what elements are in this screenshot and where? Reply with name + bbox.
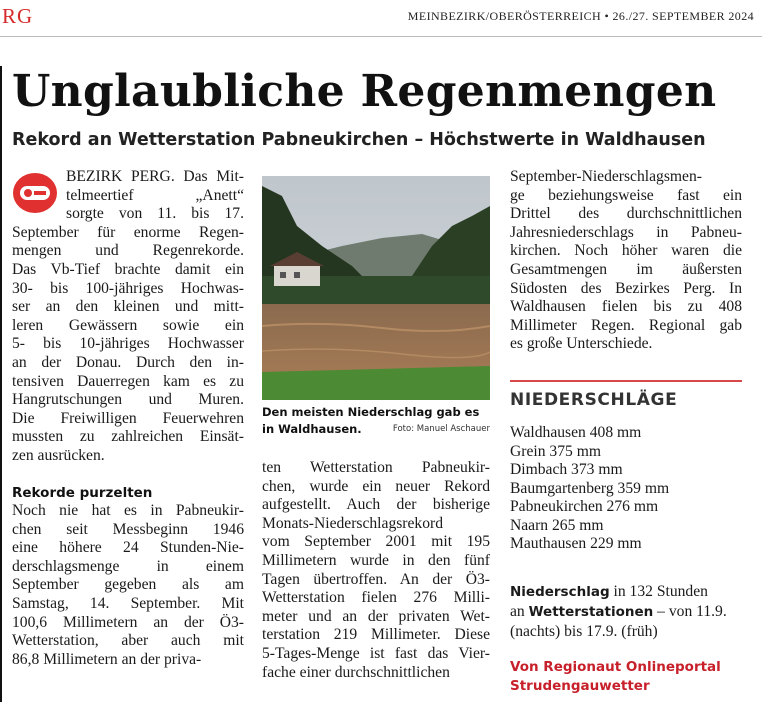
rain-item: Dimbach 373 mm bbox=[510, 461, 623, 478]
rain-item: Grein 375 mm bbox=[510, 442, 601, 460]
rain-note-text-1: in 132 Stunden bbox=[609, 583, 708, 600]
rain-item: Naarn 265 mm bbox=[510, 516, 604, 534]
section-label: RG bbox=[2, 4, 34, 28]
rain-item: Pabneukirchen 276 mm bbox=[510, 498, 659, 515]
rain-box-title: NIEDERSCHLÄGE bbox=[510, 390, 678, 410]
text-line: telmeertief „Anett“ bbox=[66, 186, 244, 204]
text-line: Wetterstation, aber auch mit bbox=[12, 632, 244, 650]
text-line: September für enorme Regen- bbox=[12, 223, 244, 241]
text-line: eine höhere 24 Stunden-Nie- bbox=[12, 539, 244, 557]
text-line: Jahresniederschlags in Pabneu- bbox=[510, 223, 742, 241]
rain-note bbox=[510, 582, 742, 641]
flood-photo-image bbox=[262, 176, 490, 400]
text-line: kirchen. Noch höher waren die bbox=[510, 242, 742, 260]
article-left-rule bbox=[0, 66, 2, 702]
rain-item: Baumgartenberg 359 mm bbox=[510, 479, 670, 497]
text-line: Waldhausen fielen bis zu 408 bbox=[510, 298, 742, 316]
text-line: 30- bis 100-jähriges Hochwas- bbox=[12, 279, 244, 297]
text-line: Monats-Niederschlagsrekord bbox=[262, 514, 444, 532]
article-column-2 bbox=[262, 459, 490, 682]
rain-note-text-3: – von 11.9. bbox=[653, 603, 727, 620]
text-line: September-Niederschlagsmen- bbox=[510, 168, 702, 185]
text-line: 86,8 Millimetern an der priva- bbox=[12, 650, 202, 668]
section-title: Rekorde purzelten bbox=[12, 484, 153, 501]
rain-note-text-2: an bbox=[510, 603, 529, 620]
text-line: sorgte von 11. bis 17. bbox=[66, 205, 244, 223]
text-line: leren Gewässern sowie ein bbox=[12, 316, 244, 334]
text-line: Millimetern wurde in den fünf bbox=[262, 551, 490, 569]
subheadline: Rekord an Wetterstation Pabneukirchen – Höchstwerte in Waldhausen bbox=[12, 130, 706, 150]
text-line: 5-Tages-Menge ist fast das Vier- bbox=[262, 644, 490, 662]
text-line: tensiven Dauerregen kam es zu bbox=[12, 372, 244, 390]
text-line: ten Wetterstation Pabneukir- bbox=[262, 459, 490, 476]
headline: Unglaubliche Regenmengen bbox=[12, 66, 717, 117]
photo-caption-text: Den meisten Niederschlag gab es in Waldhausen. bbox=[262, 405, 480, 436]
rain-note-text-4: (nachts) bis 17.9. (früh) bbox=[510, 623, 658, 640]
meinbezirk-logo-icon bbox=[12, 172, 58, 214]
rain-box-divider bbox=[510, 380, 742, 382]
text-line: fache einer durchschnittlichen bbox=[262, 663, 450, 681]
text-line: Noch nie hat es in Pabneukir- bbox=[12, 502, 244, 520]
text-line: 100,6 Millimetern an der Ö3- bbox=[12, 613, 244, 631]
text-line: ser an den kleinen und mitt- bbox=[12, 298, 244, 316]
text-line: Die Freiwilligen Feuerwehren bbox=[12, 409, 244, 427]
text-line: es große Unterschiede. bbox=[510, 335, 653, 353]
rain-source-line-1: Von Regionaut Onlineportal bbox=[510, 659, 721, 675]
text-line: derschlagsmenge in einem bbox=[12, 557, 244, 575]
text-line: September gegeben als am bbox=[12, 576, 244, 594]
text-line: aufgestellt. Auch der bisherige bbox=[262, 496, 490, 514]
text-line: Gesamtmengen im äußersten bbox=[510, 260, 742, 278]
text-line: Wetterstation fielen 276 Milli- bbox=[262, 589, 490, 607]
rain-note-bold-2: Wetterstationen bbox=[528, 604, 654, 620]
text-line: vom September 2001 mit 195 bbox=[262, 533, 490, 551]
text-line: mengen und Regenrekorde. bbox=[12, 242, 244, 260]
text-line: Hangrutschungen und Muren. bbox=[12, 391, 244, 409]
text-line: BEZIRK PERG. Das Mit- bbox=[66, 168, 244, 185]
text-line: terstation 219 Millimeter. Diese bbox=[262, 626, 490, 644]
text-line: meter und an der privaten Wet- bbox=[262, 607, 490, 625]
header-divider bbox=[0, 36, 762, 37]
flood-photo bbox=[262, 176, 490, 400]
text-line: Millimeter Regen. Regional gab bbox=[510, 316, 742, 334]
text-line: 5- bis 10-jähriges Hochwasser bbox=[12, 335, 244, 353]
text-line: Drittel des durchschnittlichen bbox=[510, 205, 742, 223]
text-line: zen ausrücken. bbox=[12, 446, 105, 464]
rain-note-bold-1: Niederschlag bbox=[510, 584, 610, 600]
text-line: chen, wurde ein neuer Rekord bbox=[262, 477, 490, 495]
edition-meta: MEINBEZIRK/OBERÖSTERREICH • 26./27. SEPTEMBER 2024 bbox=[407, 9, 754, 23]
text-line: an der Donau. Durch den in- bbox=[12, 353, 244, 371]
article-column-1 bbox=[12, 168, 244, 669]
photo-caption bbox=[262, 404, 490, 438]
text-line: Samstag, 14. September. Mit bbox=[12, 595, 244, 613]
article-column-3 bbox=[510, 168, 742, 354]
rain-list bbox=[510, 424, 669, 554]
rain-source bbox=[510, 658, 742, 696]
text-line: chen seit Messbeginn 1946 bbox=[12, 520, 244, 538]
column-1-text-b bbox=[12, 502, 244, 669]
text-line: Tagen übertroffen. An der Ö3- bbox=[262, 570, 490, 588]
photo-credit: Foto: Manuel Aschauer bbox=[392, 424, 490, 434]
text-line: ge beziehungsweise fast ein bbox=[510, 186, 742, 204]
text-line: mussten zu zahlreichen Einsät- bbox=[12, 428, 244, 446]
text-line: Südosten des Bezirkes Perg. In bbox=[510, 279, 742, 297]
text-line: Das Vb-Tief brachte damit ein bbox=[12, 260, 244, 278]
rain-item: Mauthausen 229 mm bbox=[510, 535, 642, 552]
rain-item: Waldhausen 408 mm bbox=[510, 424, 642, 441]
rain-source-line-2: Strudengauwetter bbox=[510, 678, 650, 694]
